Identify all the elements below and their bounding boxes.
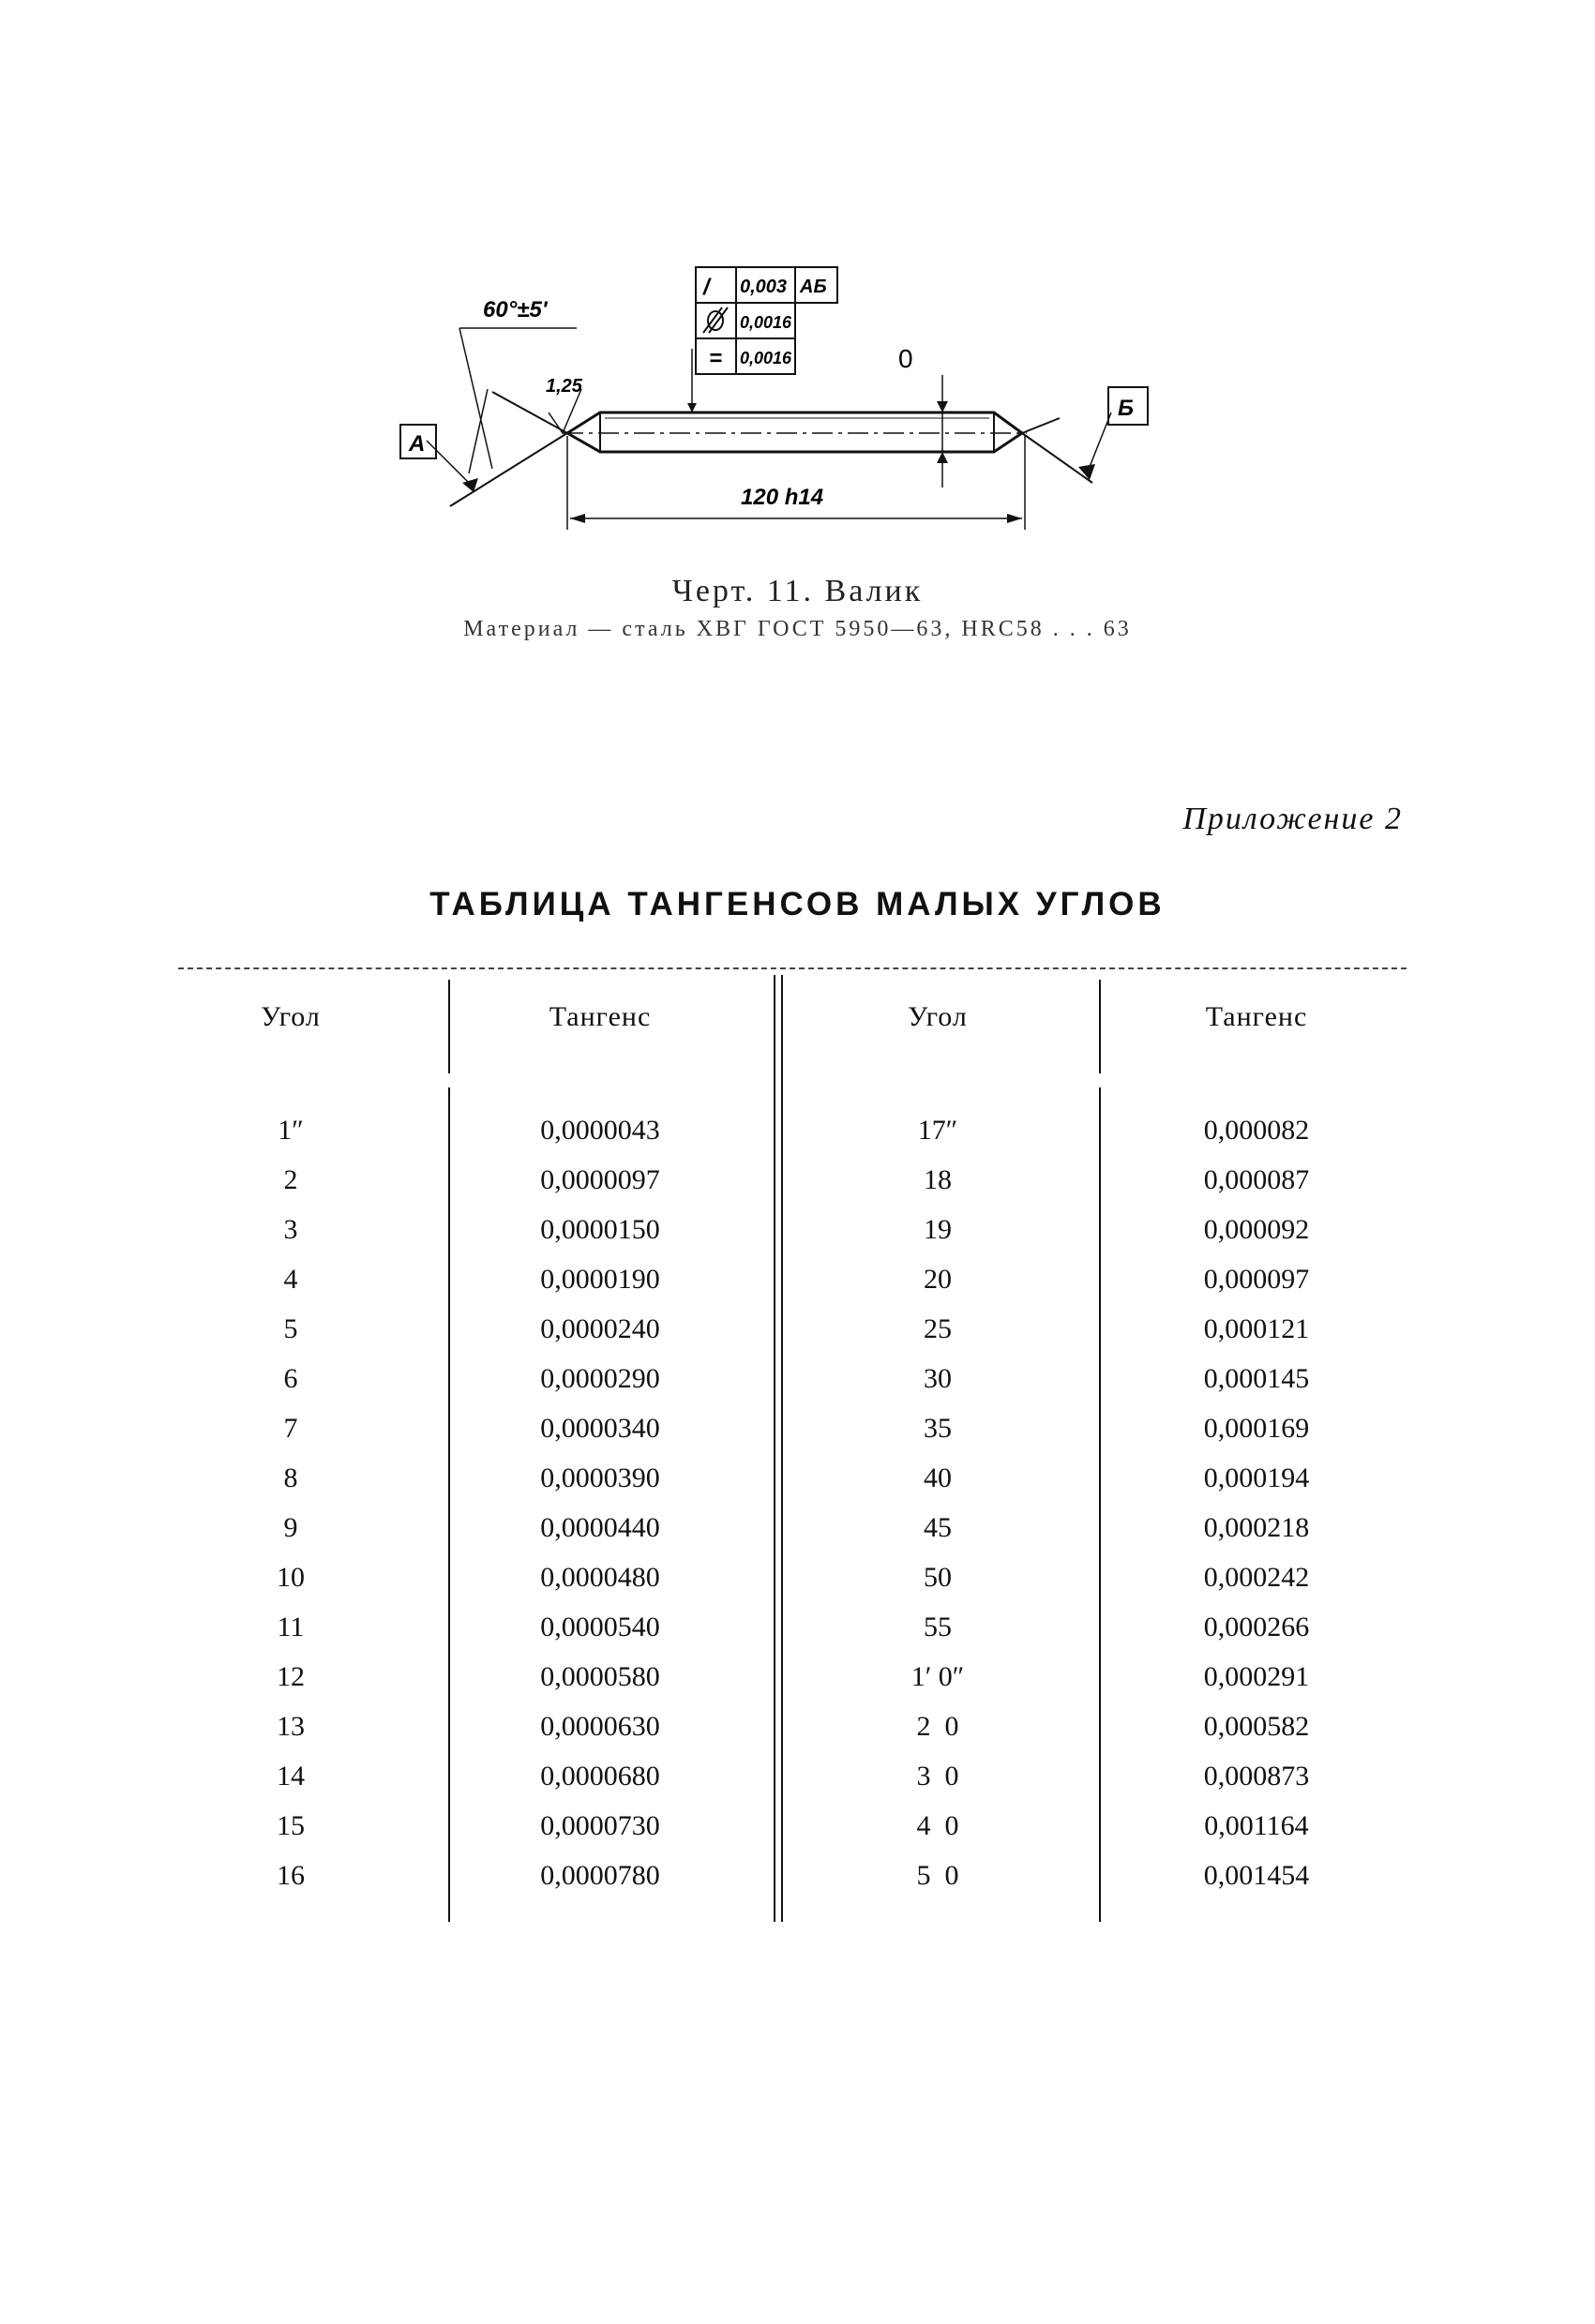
- left-cone-upper: [492, 392, 567, 433]
- frame2-symbol-box: [696, 303, 736, 338]
- tangent-1-cell: 0,0000680: [540, 1761, 660, 1792]
- frame1-symbol-text: /: [703, 275, 710, 300]
- tangent-1-cell: 0,0000780: [540, 1860, 660, 1891]
- angle-1-cell: 13: [277, 1711, 305, 1742]
- tangent-1-cell: 0,0000730: [540, 1810, 660, 1841]
- angle-1-cell: 15: [277, 1810, 305, 1841]
- tangent-1-cell: 0,0000150: [540, 1214, 660, 1245]
- tangent-2-cell: 0,000169: [1203, 1413, 1310, 1444]
- datum-a-leader: [427, 441, 469, 483]
- angle-1-cell: 11: [277, 1612, 305, 1642]
- tangent-1-cell: 0,0000540: [540, 1612, 660, 1642]
- tangent-1-cell: 0,0000480: [540, 1562, 660, 1593]
- header-angle-2: Угол: [908, 1001, 968, 1032]
- angle-2-cell: 4 0: [916, 1810, 959, 1841]
- angle-2-cell: 20: [924, 1264, 952, 1295]
- angle-1-cell: 16: [277, 1860, 305, 1891]
- tangent-2-cell: 0,000121: [1203, 1313, 1310, 1344]
- angle-1-cell: 12: [277, 1661, 305, 1692]
- figure-material: Материал — сталь ХВГ ГОСТ 5950—63, HRC58 . . . 63: [463, 617, 1132, 641]
- tangent-2-cell: 0,000087: [1203, 1164, 1310, 1195]
- table-title: ТАБЛИЦА ТАНГЕНСОВ МАЛЫХ УГЛОВ: [429, 886, 1166, 922]
- frame1-datum-text: АБ: [800, 277, 827, 297]
- angle-dim-arc: [469, 389, 488, 473]
- angle-2-cell: 40: [924, 1462, 952, 1493]
- tangent-2-cell: 0,000194: [1203, 1462, 1310, 1493]
- table-top-rule: [178, 967, 1407, 969]
- tangent-1-cell: 0,0000340: [540, 1413, 660, 1444]
- cylindricity-icon: [708, 311, 723, 330]
- angle-1-cell: 8: [283, 1462, 298, 1493]
- datum-b-text: Б: [1118, 396, 1134, 421]
- right-cone-lower: [1022, 433, 1092, 483]
- angle-2-cell: 17″: [917, 1115, 958, 1146]
- tangent-1-cell: 0,0000630: [540, 1711, 660, 1742]
- tangent-2-cell: 0,000873: [1203, 1761, 1310, 1792]
- tangent-2-cell: 0,000266: [1203, 1612, 1310, 1642]
- datum-a-text: А: [409, 431, 426, 457]
- left-cone-lower: [450, 433, 567, 506]
- angle-tolerance-text: 60°±5': [483, 297, 548, 322]
- angle-1-cell: 10: [277, 1562, 305, 1593]
- frame1-symbol-box: [696, 267, 736, 303]
- length-dim-text: 120 h14: [741, 485, 824, 510]
- tangent-2-cell: 0,001164: [1204, 1810, 1309, 1841]
- angle-leader: [459, 328, 492, 469]
- tangent-2-cell: 0,000082: [1203, 1115, 1310, 1146]
- angle-2-cell: 2 0: [916, 1711, 959, 1742]
- header-tangent-1: Тангенс: [549, 1001, 652, 1032]
- appendix-label: Приложение 2: [1182, 802, 1403, 836]
- angle-2-cell: 45: [924, 1512, 952, 1543]
- angle-1-cell: 14: [277, 1761, 305, 1792]
- frame2-value-text: 0,0016: [740, 313, 792, 332]
- tangent-1-cell: 0,0000440: [540, 1512, 660, 1543]
- tangent-2-cell: 0,000582: [1203, 1711, 1310, 1742]
- tangent-1-cell: 0,0000580: [540, 1661, 660, 1692]
- zero-mark-text: 0: [898, 344, 913, 373]
- roughness-text: 1,25: [546, 376, 582, 397]
- angle-2-cell: 30: [924, 1363, 952, 1394]
- tangent-1-cell: 0,0000240: [540, 1313, 660, 1344]
- datum-b-triangle: [1078, 464, 1095, 480]
- angle-1-cell: 2: [283, 1164, 298, 1195]
- tangent-2-cell: 0,000092: [1203, 1214, 1310, 1245]
- tangent-2-cell: 0,001454: [1203, 1860, 1310, 1891]
- tangent-1-cell: 0,0000043: [540, 1115, 660, 1146]
- figure-caption: Черт. 11. Валик: [671, 574, 924, 608]
- angle-1-cell: 1″: [278, 1115, 304, 1146]
- right-cone-upper: [1022, 418, 1060, 433]
- header-tangent-2: Тангенс: [1205, 1001, 1308, 1032]
- angle-2-cell: 50: [924, 1562, 952, 1593]
- tangent-1-cell: 0,0000390: [540, 1462, 660, 1493]
- angle-2-cell: 18: [924, 1164, 952, 1195]
- angle-1-cell: 3: [283, 1214, 298, 1245]
- frame3-value-text: 0,0016: [740, 349, 792, 367]
- tangent-2-cell: 0,000145: [1203, 1363, 1310, 1394]
- col-divider-1: [448, 980, 450, 1073]
- col-divider-1b: [448, 1087, 450, 1922]
- angle-2-cell: 5 0: [916, 1860, 959, 1891]
- tangent-1-cell: 0,0000190: [540, 1264, 660, 1295]
- col-divider-3b: [1099, 1087, 1101, 1922]
- shaft-drawing: [0, 0, 1595, 562]
- frame1-value-text: 0,003: [740, 277, 788, 297]
- header-angle-1: Угол: [261, 1001, 321, 1032]
- frame3-symbol-text: =: [709, 346, 723, 371]
- tangent-2-cell: 0,000242: [1203, 1562, 1310, 1593]
- col-divider-3: [1099, 980, 1101, 1073]
- angle-2-cell: 25: [924, 1313, 952, 1344]
- tangent-1-cell: 0,0000290: [540, 1363, 660, 1394]
- angle-2-cell: 55: [924, 1612, 952, 1642]
- tangent-2-cell: 0,000218: [1203, 1512, 1310, 1543]
- angle-1-cell: 4: [283, 1264, 298, 1295]
- tangent-2-cell: 0,000291: [1203, 1661, 1310, 1692]
- angle-1-cell: 7: [283, 1413, 298, 1444]
- col-divider-2a: [774, 975, 775, 1922]
- tangent-2-cell: 0,000097: [1203, 1264, 1310, 1295]
- angle-1-cell: 9: [283, 1512, 298, 1543]
- col-divider-2b: [781, 975, 783, 1922]
- angle-2-cell: 1′ 0″: [910, 1661, 965, 1692]
- angle-2-cell: 35: [924, 1413, 952, 1444]
- angle-1-cell: 6: [283, 1363, 298, 1394]
- angle-2-cell: 3 0: [916, 1761, 959, 1792]
- angle-2-cell: 19: [924, 1214, 952, 1245]
- tangent-1-cell: 0,0000097: [540, 1164, 660, 1195]
- angle-1-cell: 5: [283, 1313, 298, 1344]
